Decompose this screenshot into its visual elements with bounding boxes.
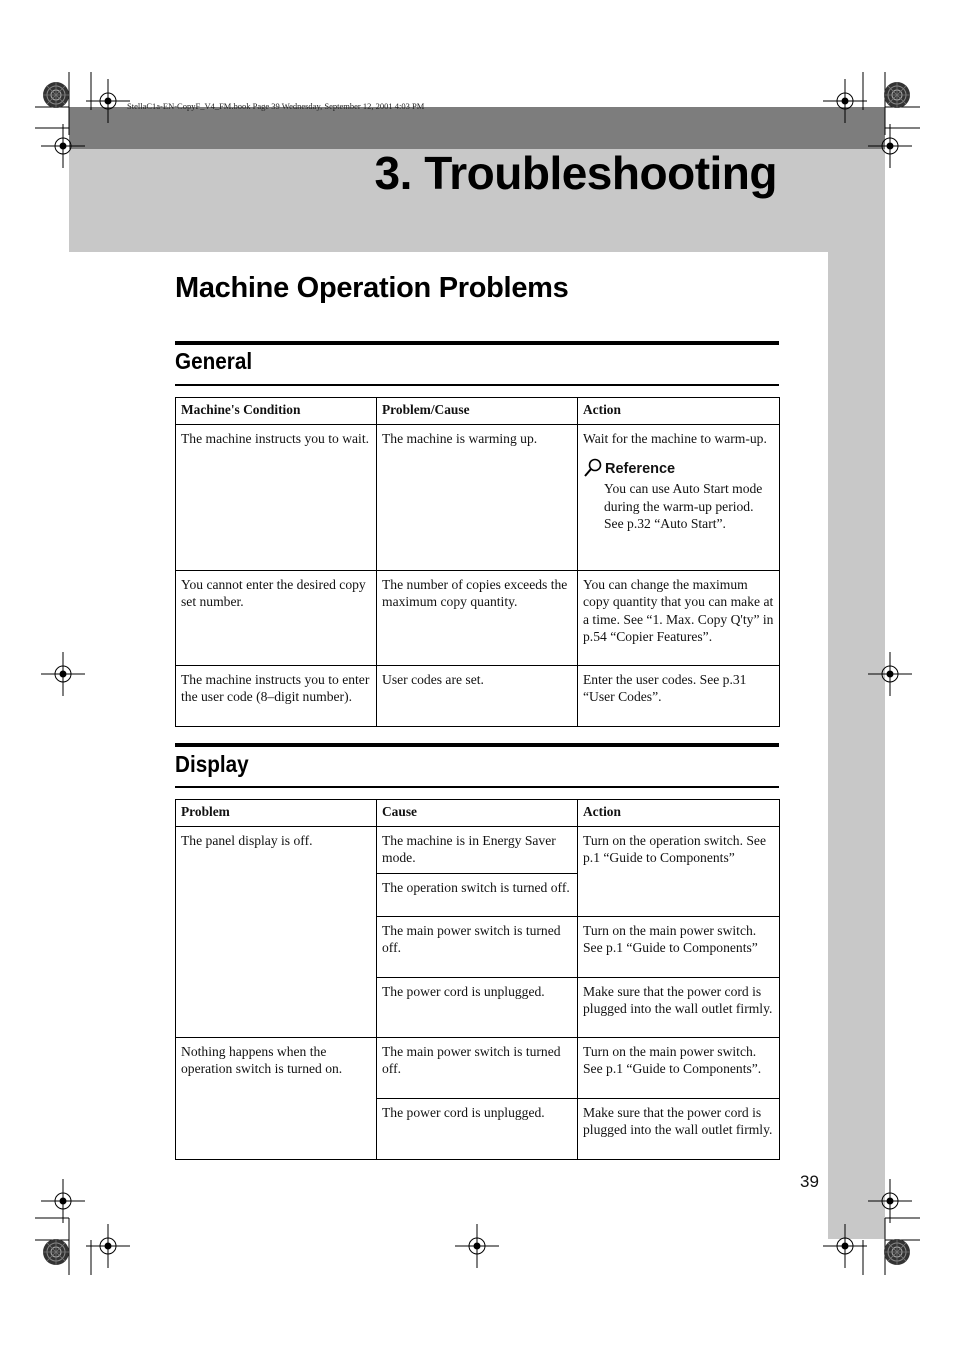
display-table <box>175 799 780 1160</box>
column-header: Problem/Cause <box>377 398 578 425</box>
condition-cell: You cannot enter the desired copy set number. <box>176 570 377 665</box>
action-text: Wait for the machine to warm-up. <box>583 430 767 446</box>
table-header-row <box>176 800 780 827</box>
cause-cell: The power cord is unplugged. <box>377 1098 578 1159</box>
column-header: Action <box>578 800 780 827</box>
general-top-rule <box>175 341 779 345</box>
file-header: StellaC1a-EN-CopyF_V4_FM.book Page 39 Wednesday, September 12, 2001 4:03 PM <box>127 101 425 111</box>
column-header: Action <box>578 398 780 425</box>
action-cell: Enter the user codes. See p.31 “User Codes”. <box>578 665 780 726</box>
magnifier-icon <box>583 458 603 478</box>
cause-cell: The main power switch is turned off. <box>377 1037 578 1098</box>
reference-text: You can use Auto Start mode during the warm-up period. See p.32 “Auto Start”. <box>604 481 763 531</box>
condition-cell: The machine instructs you to wait. <box>176 424 377 570</box>
display-heading: Display <box>175 751 249 777</box>
general-heading: General <box>175 348 253 374</box>
action-cell <box>578 424 780 570</box>
reference-label: Reference <box>605 460 676 477</box>
chapter-title: 3. Troubleshooting <box>374 147 777 199</box>
action-cell: Turn on the operation switch. See p.1 “Guide to Components” <box>578 826 780 916</box>
column-header: Machine's Condition <box>176 398 377 425</box>
cause-cell: The operation switch is turned off. <box>377 873 578 916</box>
section-title: Machine Operation Problems <box>175 272 569 304</box>
table-header-row <box>176 398 780 425</box>
display-top-rule <box>175 743 779 747</box>
cause-cell: The machine is in Energy Saver mode. <box>377 826 578 873</box>
action-cell: You can change the maximum copy quantity that you can make at a time. See “1. Max. Copy Q'ty” in p.54 “Copier Features”. <box>578 570 780 665</box>
table-row <box>176 665 780 726</box>
table-row <box>176 1037 780 1098</box>
cause-cell: The main power switch is turned off. <box>377 916 578 977</box>
condition-cell: The machine instructs you to enter the user code (8–digit number). <box>176 665 377 726</box>
column-header: Cause <box>377 800 578 827</box>
reference-heading <box>583 458 774 478</box>
cause-cell: The machine is warming up. <box>377 424 578 570</box>
table-row <box>176 826 780 873</box>
problem-cell: Nothing happens when the operation switch is turned on. <box>176 1037 377 1159</box>
table-row <box>176 424 780 570</box>
table-row <box>176 570 780 665</box>
general-bottom-rule <box>175 384 779 386</box>
action-cell: Make sure that the power cord is plugged into the wall outlet firmly. <box>578 1098 780 1159</box>
action-cell: Turn on the main power switch. See p.1 “Guide to Components”. <box>578 1037 780 1098</box>
cause-cell: The number of copies exceeds the maximum copy quantity. <box>377 570 578 665</box>
problem-cell: The panel display is off. <box>176 826 377 1037</box>
general-table <box>175 397 780 727</box>
page-number: 39 <box>800 1172 819 1191</box>
column-header: Problem <box>176 800 377 827</box>
cause-cell: The power cord is unplugged. <box>377 977 578 1037</box>
action-cell: Turn on the main power switch. See p.1 “Guide to Components” <box>578 916 780 977</box>
display-bottom-rule <box>175 786 779 788</box>
action-cell: Make sure that the power cord is plugged into the wall outlet firmly. <box>578 977 780 1037</box>
cause-cell: User codes are set. <box>377 665 578 726</box>
